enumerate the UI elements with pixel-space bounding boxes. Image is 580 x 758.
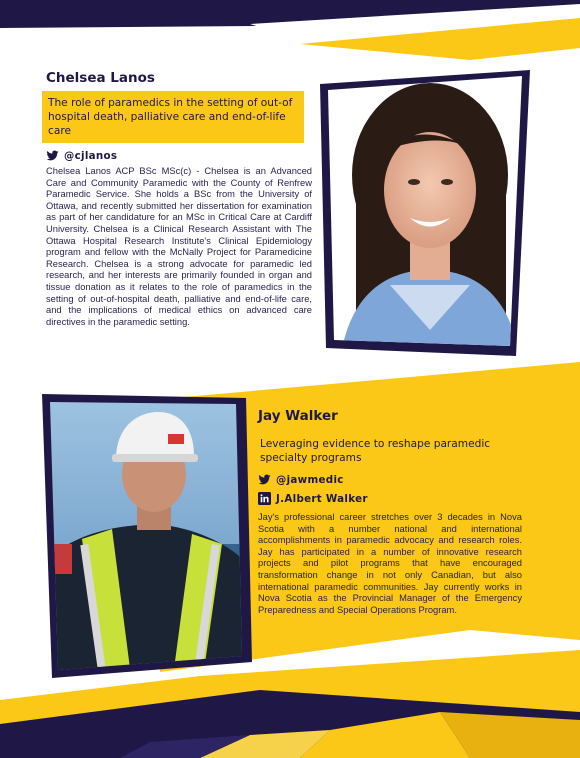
twitter-handle[interactable]: @jawmedic [276,473,344,486]
speaker-name: Jay Walker [258,408,338,424]
linkedin-row[interactable] [258,492,368,505]
linkedin-icon [258,492,271,505]
twitter-handle-row[interactable] [46,149,117,162]
talk-topic-banner: The role of paramedics in the setting of out-of hospital death, palliative care and end-of-life care [42,91,304,143]
chelsea-photo-frame [320,70,530,370]
speaker-bio: Chelsea Lanos ACP BSc MSc(c) - Chelsea is an Advanced Care and Community Paramedic with the County of Renfrew Paramedic Service. She holds a BSc from the University of Ottawa, and recently submitted her dissertation for examination as part of her candidature for an MSc in Critical Care at Cardiff University. Chelsea is a Clinical Research Assistant with The Ottawa Hospital Research Institute's Clinical Epidemiology program and fellow with the McNally Project for Paramedicine Research. Chelsea is a strong advocate for paramedic led research, and her interests are primarily founded in organ and tissue donation as it relates to the role of paramedics in the setting of out-of-hospital death, palliative and end-of-life care, and the implications of medical ethics on advanced care directives in the paramedic setting. [46,166,312,327]
twitter-icon [258,473,271,486]
twitter-handle-row[interactable] [258,473,344,486]
speaker-bio: Jay's professional career stretches over 3 decades in Nova Scotia with a number national and international accomplishments in paramedic advocacy and research roles. Jay has participated in a number of innovative research projects and pilot programs that have encouraged transformation change in not only Canadian, but also international paramedic communities. Jay currently works in Nova Scotia as the Provincial Manager of the Emergency Preparedness and Special Operations Program. [258,512,522,615]
linkedin-name[interactable]: J.Albert Walker [276,492,368,505]
jay-photo-frame [42,394,252,684]
talk-topic-banner: Leveraging evidence to reshape paramedic specialty programs [254,432,519,468]
twitter-handle[interactable]: @cjlanos [64,149,118,162]
twitter-icon [46,149,59,162]
speaker-name: Chelsea Lanos [46,70,155,86]
